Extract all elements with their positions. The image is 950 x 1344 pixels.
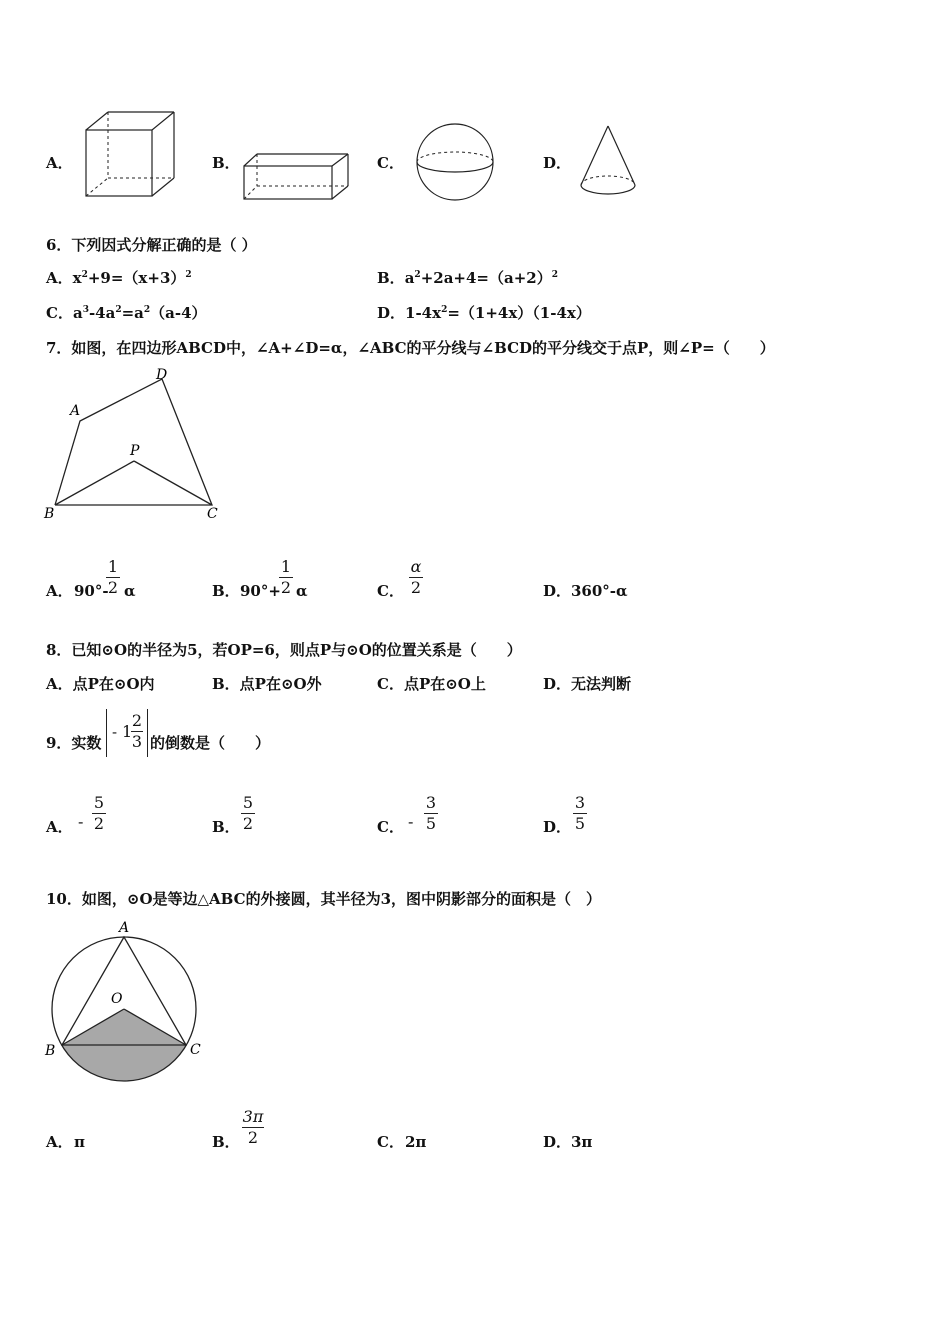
q7-stem: 7．如图，在四边形ABCD中，∠A+∠D=α，∠ABC的平分线与∠BCD的平分线交于点P，则∠P=（ ）: [46, 339, 775, 357]
q7-option-c-label: C．: [377, 582, 404, 600]
q6-option-d: D．$1-4x^2=(1+4x)(1-4x)$: [377, 304, 591, 322]
q10-label-a: A: [119, 920, 130, 936]
q10-label-c: C: [190, 1042, 201, 1058]
q9-option-b-label: B．: [212, 818, 240, 836]
q9-abs-fraction: 2 3: [131, 711, 143, 751]
q7-quadrilateral-figure: [40, 365, 230, 525]
q10-stem: 10．如图，⊙O是等边△ABC的外接圆，其半径为3，图中阴影部分的面积是（ ）: [46, 890, 602, 908]
q9-option-a-sign: -: [78, 812, 84, 831]
q10-option-c-label: C．: [377, 1133, 404, 1151]
q8-option-b: B．点P在⊙O外: [212, 675, 322, 693]
q7-option-b-pre: 90°+: [240, 582, 281, 600]
q10-label-o: O: [111, 991, 123, 1007]
q7-option-a-fraction: 1 2: [107, 557, 119, 597]
q6-stem: 6．下列因式分解正确的是（ ）: [46, 236, 257, 254]
q8-stem: 8．已知⊙O的半径为5，若OP=6，则点P与⊙O的位置关系是（ ）: [46, 641, 522, 659]
q7-label-d: D: [156, 367, 168, 383]
q9-absolute-value: - 1 2 3: [106, 709, 148, 757]
q7-option-a-pre: 90°-: [74, 582, 109, 600]
q8-option-d: D．无法判断: [543, 675, 632, 693]
q10-option-d-label: D．: [543, 1133, 572, 1151]
q7-option-a-label: A．: [46, 582, 73, 600]
q7-label-p: P: [130, 443, 140, 459]
q6-option-b: B．$a^2+2a+4=(a+2)^2$: [377, 269, 558, 287]
q7-option-a-post: α: [124, 582, 136, 600]
q8-option-c: C．点P在⊙O上: [377, 675, 486, 693]
q9-option-c-label: C．: [377, 818, 404, 836]
q7-label-c: C: [207, 506, 218, 522]
cube-icon: [80, 108, 180, 200]
q9-option-b-fraction: 5 2: [242, 793, 254, 833]
q7-option-b-fraction: 1 2: [280, 557, 292, 597]
q10-option-c-text: 2π: [405, 1133, 427, 1151]
q9-option-d-label: D．: [543, 818, 572, 836]
q7-option-b-post: α: [296, 582, 308, 600]
q7-label-b: B: [44, 506, 55, 522]
q10-option-b-fraction: 3π 2: [242, 1107, 264, 1147]
q10-label-b: B: [45, 1043, 56, 1059]
q7-option-d-text: 360°-α: [571, 582, 628, 600]
q10-option-d-text: 3π: [571, 1133, 593, 1151]
q5-option-c-label: C．: [377, 154, 404, 172]
q5-option-a-label: A．: [46, 154, 73, 172]
cone-icon: [576, 122, 640, 200]
q9-option-d-fraction: 3 5: [574, 793, 586, 833]
q7-option-d-label: D．: [543, 582, 572, 600]
q9-option-c-sign: -: [408, 812, 414, 831]
q7-label-a: A: [70, 403, 81, 419]
q6-option-a: A．$x^2+9=(x+3)^2$: [46, 269, 192, 287]
cuboid-icon: [240, 150, 352, 202]
q10-option-a-label: A．: [46, 1133, 73, 1151]
sphere-icon: [412, 120, 498, 204]
q10-option-b-label: B．: [212, 1133, 240, 1151]
q7-option-b-label: B．: [212, 582, 240, 600]
q10-option-a-text: π: [74, 1133, 85, 1151]
q9-option-c-fraction: 3 5: [425, 793, 437, 833]
q9-stem-post: 的倒数是（ ）: [150, 734, 271, 752]
q6-option-c: C．$a^3-4a^2=a^2(a-4)$: [46, 304, 207, 322]
q10-circle-figure: [40, 915, 210, 1087]
q7-option-c-fraction: α 2: [410, 557, 422, 597]
q9-option-a-fraction: 5 2: [93, 793, 105, 833]
q5-option-b-label: B．: [212, 154, 240, 172]
q9-stem-pre: 9．实数: [46, 734, 102, 752]
q9-option-a-label: A．: [46, 818, 73, 836]
q8-option-a: A．点P在⊙O内: [46, 675, 155, 693]
q5-option-d-label: D．: [543, 154, 572, 172]
